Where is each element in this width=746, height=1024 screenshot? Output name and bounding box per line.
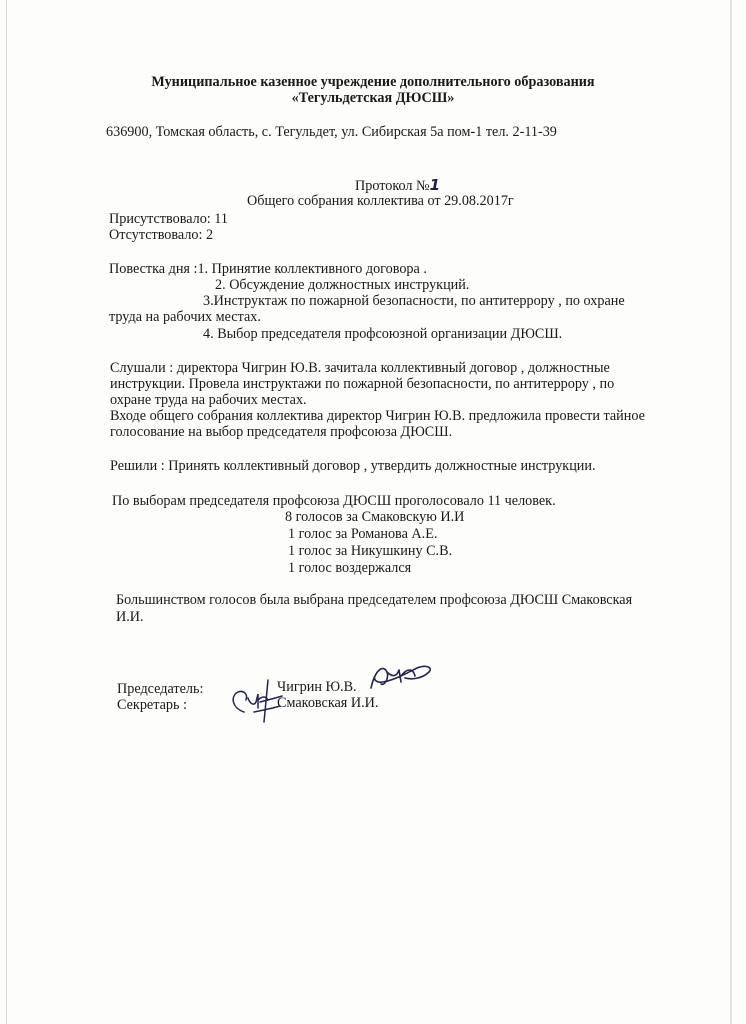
chair-name: Чигрин Ю.В. [277,679,357,695]
agenda-item-4: 4. Выбор председателя профсоюзной организации ДЮСШ. [203,326,563,342]
org-name-line2: «Тегульдетская ДЮСШ» [291,90,455,106]
vote-line-4: 1 голос воздержался [288,560,412,576]
vote-line-2: 1 голос за Романова А.Е. [288,526,438,542]
org-address: 636900, Томская область, с. Тегульдет, ул. Сибирская 5а пом-1 тел. 2-11-39 [106,124,557,140]
protocol-title [355,177,440,194]
chair-label: Председатель: [117,681,204,697]
result-line-1: Большинством голосов была выбрана председателем профсоюза ДЮСШ Смаковская [116,592,633,608]
voting-intro: По выборам председателя профсоюза ДЮСШ проголосовало 11 человек. [112,493,556,509]
vote-line-3: 1 голос за Никушкину С.В. [288,543,453,559]
heard-line-4: Входе общего собрания коллектива директор Чигрин Ю.В. предложила провести тайное [110,408,645,424]
heard-line-1: Слушали : директора Чигрин Ю.В. зачитала коллективный договор , должностные [110,360,610,376]
heard-line-3: охране труда на рабочих местах. [110,392,307,408]
secretary-label: Секретарь : [117,697,187,713]
result-line-2: И.И. [116,609,144,625]
heard-line-2: инструкции. Провела инструктажи по пожарной безопасности, по антитеррору , по [110,376,615,392]
protocol-number: 1 [429,176,441,194]
chair-signature [365,658,437,698]
agenda-item-3a: 3.Инструктаж по пожарной безопасности, по антитеррору , по охране [203,293,625,309]
attendance-present: Присутствовало: 11 [109,211,228,227]
agenda-item-3b: труда на рабочих местах. [109,309,261,325]
protocol-label: Протокол № [355,178,430,194]
agenda-item-1: Повестка дня :1. Принятие коллективного договора . [109,261,427,277]
agenda-item-2: 2. Обсуждение должностных инструкций. [215,277,470,293]
vote-line-1: 8 голосов за Смаковскую И.И [285,509,465,525]
org-name-line1: Муниципальное казенное учреждение дополнительного образования [151,74,595,90]
heard-line-5: голосование на выбор председателя профсоюза ДЮСШ. [110,424,453,440]
decided-line-1: Решили : Принять коллективный договор , утвердить должностные инструкции. [110,458,596,474]
secretary-name: Смаковская И.И. [277,695,379,711]
secretary-signature [224,672,286,724]
attendance-absent: Отсутствовало: 2 [109,227,214,243]
protocol-subtitle: Общего собрания коллектива от 29.08.2017г [247,193,514,209]
